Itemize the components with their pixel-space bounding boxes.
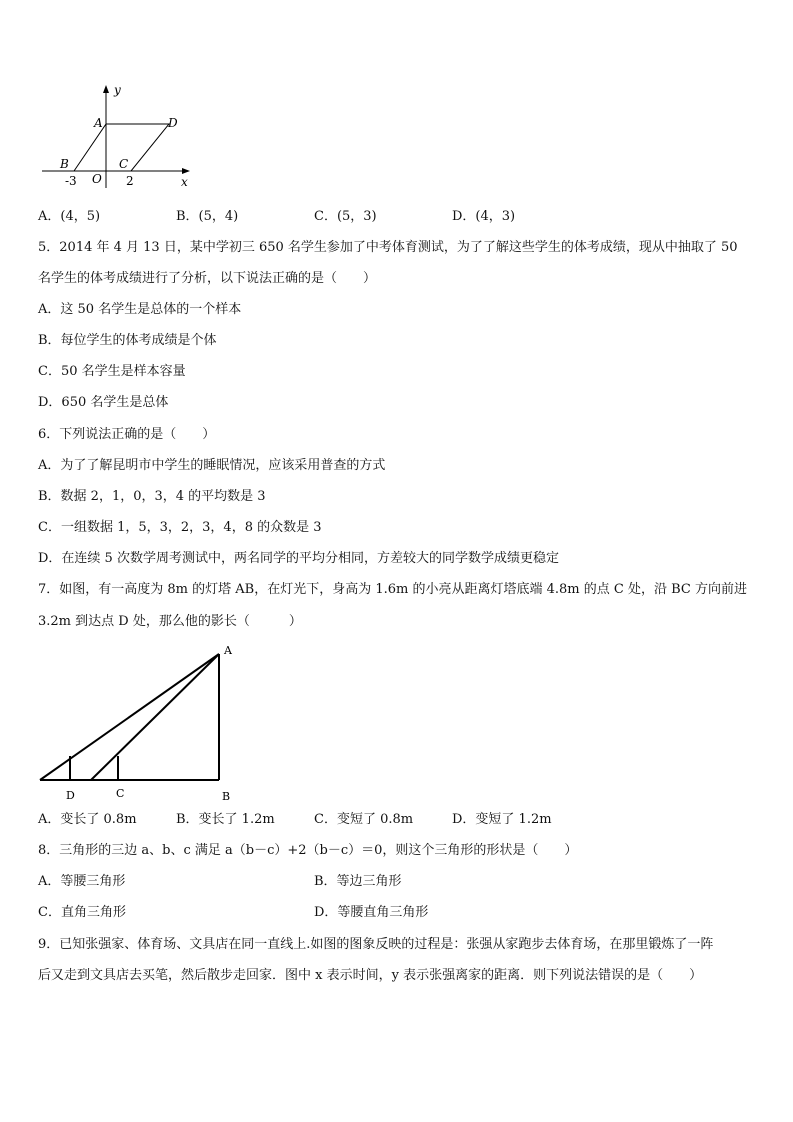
label-d: D <box>168 116 178 130</box>
label-c2: C <box>116 787 125 800</box>
q6-option-d[interactable]: D．在连续 5 次数学周考测试中，两名同学的平均分相同，方差较大的同学数学成绩更稳定 <box>38 551 559 566</box>
q4-option-c[interactable]: C．(5，3) <box>314 209 377 224</box>
y-axis-arrow <box>103 85 109 93</box>
label-x: x <box>181 175 188 189</box>
q8-option-d[interactable]: D．等腰直角三角形 <box>314 905 429 920</box>
x-axis-arrow <box>182 168 190 174</box>
q7-option-b[interactable]: B．变长了 1.2m <box>176 812 275 827</box>
q7-stem-line1: 7．如图，有一高度为 8m 的灯塔 AB，在灯光下，身高为 1.6m 的小亮从距离灯塔底端 4.8m 的点 C 处，沿 BC 方向前进 <box>38 582 747 597</box>
q5-option-d[interactable]: D．650 名学生是总体 <box>38 395 169 410</box>
q8-option-a[interactable]: A．等腰三角形 <box>38 874 126 889</box>
q8-stem: 8．三角形的三边 a、b、c 满足 a（b－c）+2（b－c）＝0，则这个三角形的形状是（ ） <box>38 843 578 858</box>
label-b: B <box>60 157 69 171</box>
q6-stem: 6．下列说法正确的是（ ） <box>38 427 216 442</box>
label-a2: A <box>224 644 232 657</box>
label-c: C <box>119 157 129 171</box>
q5-stem-line2: 名学生的体考成绩进行了分析，以下说法正确的是（ ） <box>38 271 377 286</box>
lighthouse-figure <box>30 640 250 805</box>
q7-option-d[interactable]: D．变短了 1.2m <box>452 812 552 827</box>
q4-option-b[interactable]: B．(5，4) <box>176 209 239 224</box>
label-y: y <box>114 83 121 97</box>
q7-option-a[interactable]: A．变长了 0.8m <box>38 812 137 827</box>
q5-option-c[interactable]: C．50 名学生是样本容量 <box>38 364 186 379</box>
label-o: O <box>92 172 102 186</box>
light-ray-long <box>40 654 219 780</box>
q4-option-a[interactable]: A．(4，5) <box>38 209 101 224</box>
coordinate-figure <box>36 80 206 192</box>
q6-option-c[interactable]: C．一组数据 1，5，3，2，3，4，8 的众数是 3 <box>38 520 322 535</box>
label-a: A <box>94 116 103 130</box>
q7-stem-line2: 3.2m 到达点 D 处，那么他的影长（ ） <box>38 614 302 629</box>
q8-option-c[interactable]: C．直角三角形 <box>38 905 126 920</box>
q4-option-d[interactable]: D．(4，3) <box>452 209 516 224</box>
q5-stem-line1: 5．2014 年 4 月 13 日，某中学初三 650 名学生参加了中考体育测试，为了了解这些学生的体考成绩，现从中抽取了 50 <box>38 240 738 255</box>
q9-stem-line2: 后又走到文具店去买笔，然后散步走回家．图中 x 表示时间，y 表示张强离家的距离．则下列说法错误的是（ ） <box>38 968 703 983</box>
q5-option-b[interactable]: B．每位学生的体考成绩是个体 <box>38 333 217 348</box>
q6-option-a[interactable]: A．为了了解昆明市中学生的睡眠情况，应该采用普查的方式 <box>38 458 386 473</box>
q6-option-b[interactable]: B．数据 2，1，0，3，4 的平均数是 3 <box>38 489 266 504</box>
label-b2: B <box>222 790 231 803</box>
label-d2: D <box>66 789 75 802</box>
q8-option-b[interactable]: B．等边三角形 <box>314 874 402 889</box>
q7-option-c[interactable]: C．变短了 0.8m <box>314 812 414 827</box>
tick-neg3: -3 <box>65 174 77 188</box>
light-ray-short <box>91 654 219 780</box>
q5-option-a[interactable]: A．这 50 名学生是总体的一个样本 <box>38 302 242 317</box>
q9-stem-line1: 9．已知张强家、体育场、文具店在同一直线上.如图的图象反映的过程是：张强从家跑步去体育场，在那里锻炼了一阵 <box>38 937 714 952</box>
tick-2: 2 <box>126 174 134 188</box>
